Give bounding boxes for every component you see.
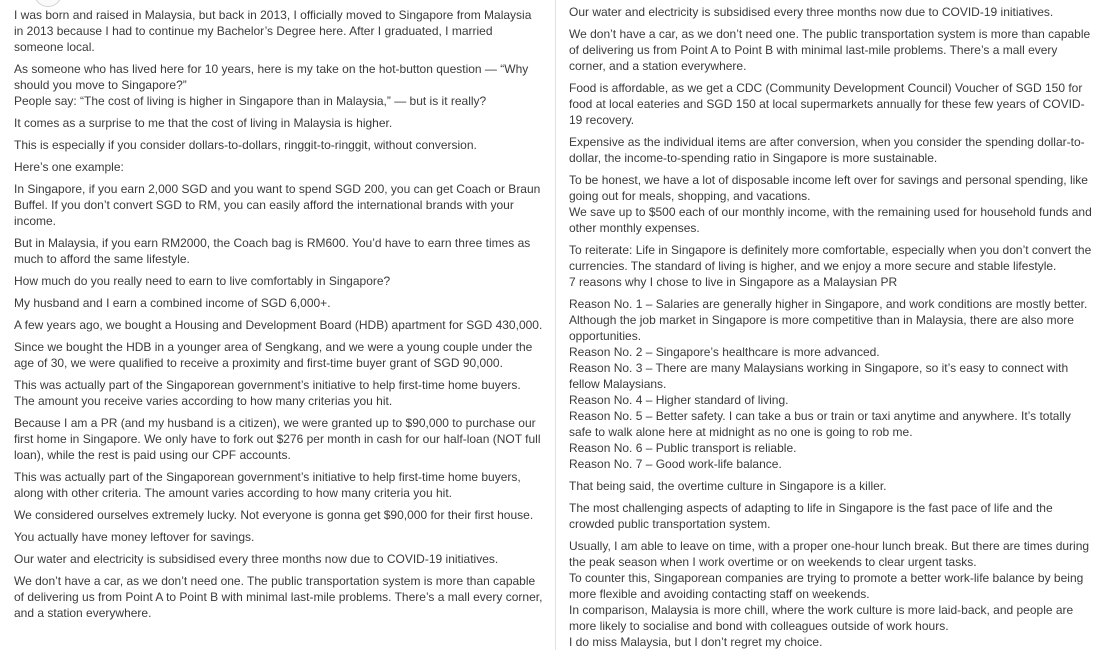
paragraph: Food is affordable, as we get a CDC (Community Development Council) Voucher of SGD 150 for food at local eateries and SGD 150 at local supermarkets annually for these few years of COVID-19 recovery. (569, 81, 1085, 127)
paragraph: This is especially if you consider dollars-to-dollars, ringgit-to-ringgit, without conversion. (14, 138, 477, 152)
paragraph: We don’t have a car, as we don’t need one. The public transportation system is more than capable of delivering us from Point A to Point B with minimal last-mile problems. There’s a mall every corner, and a station everywhere. (14, 574, 543, 620)
paragraph: To be honest, we have a lot of disposable income left over for savings and personal spending, like going out for meals, shopping, and vacations. We save up to $500 each of our monthly income, with the remaining used for household funds and other monthly expenses. (569, 173, 1092, 235)
paragraph: Because I am a PR (and my husband is a citizen), we were granted up to $90,000 to purchase our first home in Singapore. We only have to fork out $276 per month in cash for our half-loan (NOT full loan), while the rest is paid using our CPF accounts. (14, 416, 541, 462)
paragraph: My husband and I earn a combined income of SGD 6,000+. (14, 296, 331, 310)
paragraph: We considered ourselves extremely lucky. Not everyone is gonna get $90,000 for their first house. (14, 508, 534, 522)
paragraph: How much do you really need to earn to live comfortably in Singapore? (14, 274, 391, 288)
paragraph: This was actually part of the Singaporean government’s initiative to help first-time home buyers, along with other criteria. The amount varies according to how many criteria you hit. (14, 470, 521, 500)
paragraph: A few years ago, we bought a Housing and Development Board (HDB) apartment for SGD 430,000. (14, 318, 543, 332)
paragraph: You actually have money leftover for savings. (14, 530, 255, 544)
paragraph: Expensive as the individual items are after conversion, when you consider the spending dollar-to-dollar, the income-to-spending ratio in Singapore is more sustainable. (569, 135, 1085, 165)
right-column (556, 0, 1110, 650)
paragraph: To reiterate: Life in Singapore is definitely more comfortable, especially when you don’t convert the currencies. The standard of living is higher, and we enjoy a more secure and stable lifestyle. 7 reasons why I chose to live in Singapore as a Malaysian PR (569, 243, 1092, 289)
paragraph: Our water and electricity is subsidised every three months now due to COVID-19 initiatives. (569, 5, 1054, 19)
paragraph: Here’s one example: (14, 160, 124, 174)
paragraph: I was born and raised in Malaysia, but back in 2013, I officially moved to Singapore from Malaysia in 2013 because I had to continue my Bachelor’s Degree here. After I graduated, I married someone local. (14, 8, 532, 54)
paragraph: As someone who has lived here for 10 years, here is my take on the hot-button question — “Why should you move to Singapore?” People say: “The cost of living is higher in Singapore than in Malaysia,” — but is it really? (14, 62, 529, 108)
paragraph: Usually, I am able to leave on time, with a proper one-hour lunch break. But there are times during the peak season when I work overtime or on weekends to clear urgent tasks. To counter this, Singaporean companies are trying to promote a better work-life balance by being more flexible and avoiding contacting staff on weekends. In comparison, Malaysia is more chill, where the work culture is more laid-back, and people are more likely to socialise and bond with colleagues outside of work hours. I do miss Malaysia, but I don’t regret my choice. (569, 539, 1090, 649)
paragraph: Reason No. 1 – Salaries are generally higher in Singapore, and work conditions are mostly better. Although the job market in Singapore is more competitive than in Malaysia, there are also more opportunities. Reason No. 2 – Singapore’s healthcare is more advanced. Reason No. 3 – There are many Malaysians working in Singapore, so it’s easy to connect with fellow Malaysians. Reason No. 4 – Higher standard of living. Reason No. 5 – Better safety. I can take a bus or train or taxi anytime and anywhere. It’s totally safe to walk alone here at midnight as no one is going to rob me. Reason No. 6 – Public transport is reliable. Reason No. 7 – Good work-life balance. (569, 297, 1088, 471)
paragraph: This was actually part of the Singaporean government’s initiative to help first-time home buyers. The amount you receive varies according to how many criterias you hit. (14, 378, 521, 408)
paragraph: It comes as a surprise to me that the cost of living in Malaysia is higher. (14, 116, 393, 130)
paragraph: We don’t have a car, as we don’t need one. The public transportation system is more than capable of delivering us from Point A to Point B with minimal last-mile problems. There’s a mall every corner, and a station everywhere. (569, 27, 1091, 73)
paragraph: In Singapore, if you earn 2,000 SGD and you want to spend SGD 200, you can get Coach or Braun Buffel. If you don’t convert SGD to RM, you can easily afford the international brands with your income. (14, 182, 541, 228)
paragraph: But in Malaysia, if you earn RM2000, the Coach bag is RM600. You’d have to earn three times as much to afford the same lifestyle. (14, 236, 531, 266)
paragraph: That being said, the overtime culture in Singapore is a killer. (569, 479, 887, 493)
paragraph: Since we bought the HDB in a younger area of Sengkang, and we were a young couple under the age of 30, we were qualified to receive a proximity and first-time buyer grant of SGD 90,000. (14, 340, 533, 370)
paragraph: Our water and electricity is subsidised every three months now due to COVID-19 initiatives. (14, 552, 499, 566)
paragraph: The most challenging aspects of adapting to life in Singapore is the fast pace of life and the crowded public transportation system. (569, 501, 1053, 531)
